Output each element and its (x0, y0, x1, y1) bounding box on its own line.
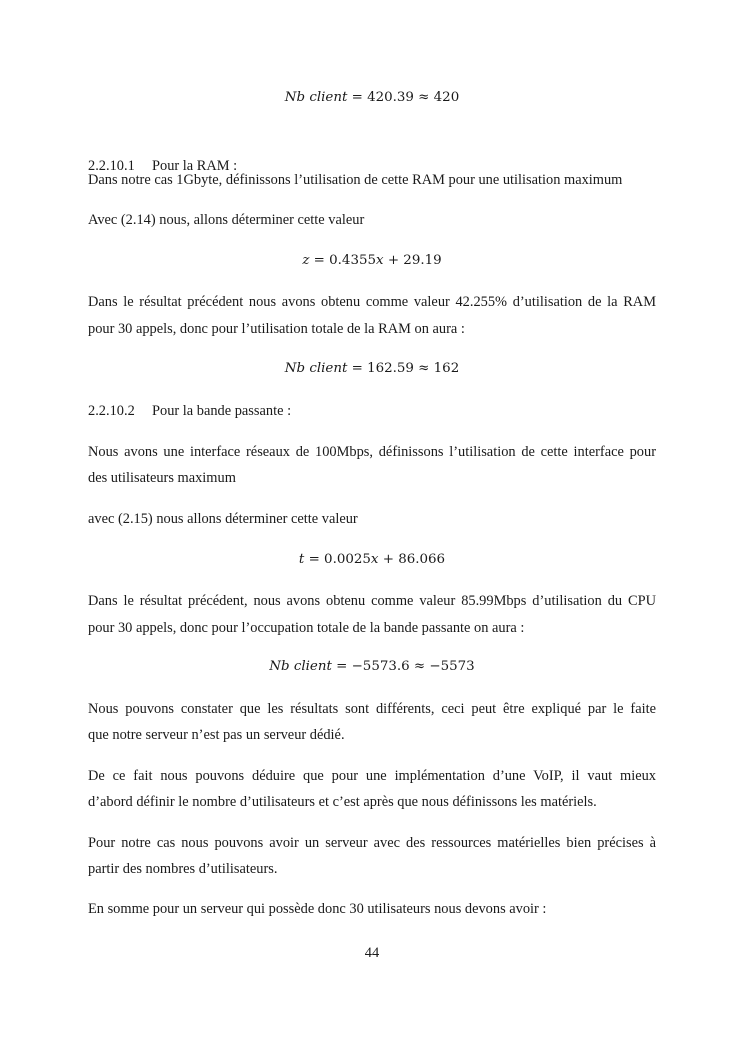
paragraph-conclusion3-line2: partir des nombres d’utilisateurs. (88, 861, 278, 877)
paragraph-bandwidth-intro-line1: Nous avons une interface réseaux de 100Mbps, définissons l’utilisation de cette interface pour (88, 444, 656, 460)
paragraph-conclusion3-line1: Pour notre cas nous pouvons avoir un serveur avec des ressources matérielles bien précises à (88, 835, 656, 851)
paragraph-summary: En somme pour un serveur qui possède donc 30 utilisateurs nous devons avoir : (88, 901, 547, 917)
section-heading-ram: 2.2.10.1 Pour la RAM : (88, 158, 238, 174)
equation-t-bandwidth: t = 0.0025x + 86.066 (298, 552, 446, 567)
section-heading-bandwidth: 2.2.10.2 Pour la bande passante : (88, 403, 292, 419)
paragraph-bandwidth-intro-line2: des utilisateurs maximum (88, 470, 236, 486)
paragraph-ram-result-line2: pour 30 appels, donc pour l’utilisation totale de la RAM on aura : (88, 321, 465, 337)
equation-nb-client-bandwidth: Nb client = −5573.6 ≈ −5573 (269, 659, 475, 674)
paragraph-bandwidth-formula-ref: avec (2.15) nous allons déterminer cette valeur (88, 511, 358, 527)
paragraph-conclusion1-line1: Nous pouvons constater que les résultats sont différents, ceci peut être expliqué par le faite (88, 701, 656, 717)
paragraph-conclusion2-line2: d’abord définir le nombre d’utilisateurs et c’est après que nous définissons les matériels. (88, 794, 597, 810)
paragraph-ram-formula-ref: Avec (2.14) nous, allons déterminer cette valeur (88, 212, 365, 228)
equation-nb-client-ram: Nb client = 162.59 ≈ 162 (284, 361, 460, 376)
page-number: 44 (364, 945, 380, 961)
paragraph-ram-result-line1: Dans le résultat précédent nous avons obtenu comme valeur 42.255% d’utilisation de la RAM (88, 294, 656, 310)
paragraph-bandwidth-result-line1: Dans le résultat précédent, nous avons obtenu comme valeur 85.99Mbps d’utilisation du CPU (88, 593, 656, 609)
paragraph-bandwidth-result-line2: pour 30 appels, donc pour l’occupation totale de la bande passante on aura : (88, 620, 525, 636)
paragraph-conclusion2-line1: De ce fait nous pouvons déduire que pour une implémentation d’une VoIP, il vaut mieux (88, 768, 656, 784)
equation-nb-client-cpu: Nb client = 420.39 ≈ 420 (284, 90, 460, 105)
paragraph-ram-intro: Dans notre cas 1Gbyte, définissons l’utilisation de cette RAM pour une utilisation maximum (88, 172, 623, 188)
equation-z-ram: z = 0.4355x + 29.19 (302, 253, 442, 268)
paragraph-conclusion1-line2: que notre serveur n’est pas un serveur dédié. (88, 727, 345, 743)
